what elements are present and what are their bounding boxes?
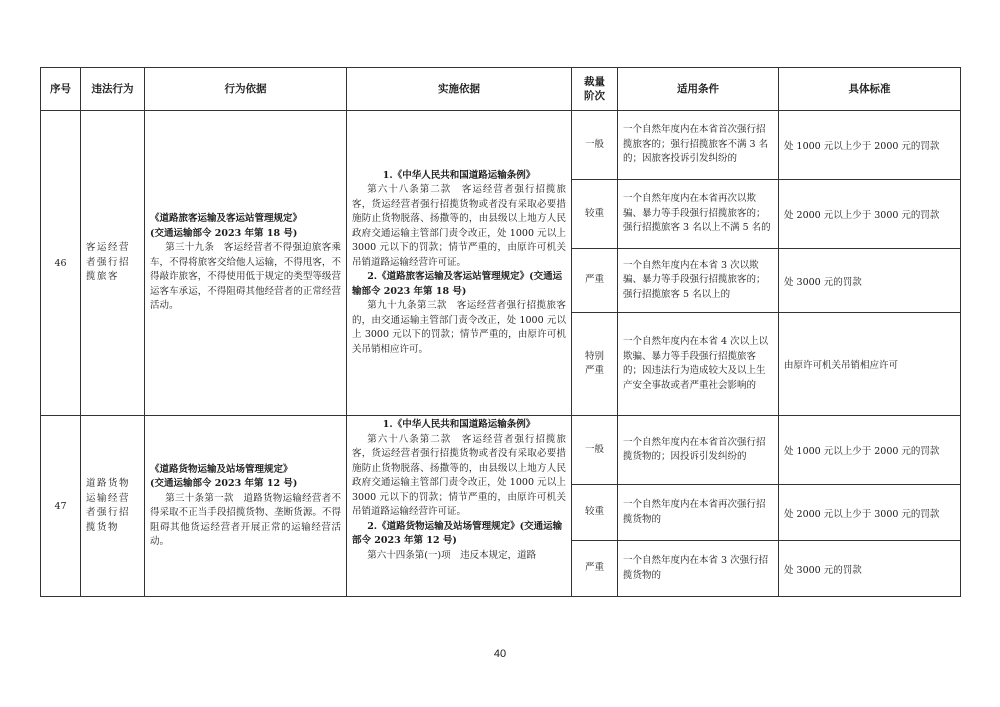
tier-condition: 一个自然年度内在本省再次以欺骗、暴力等手段强行招揽旅客的；强行招揽旅客 3 名以上不满 5 名的 <box>618 180 779 249</box>
tier-condition: 一个自然年度内在本省再次强行招揽货物的 <box>618 485 779 541</box>
header-basis: 行为依据 <box>145 68 347 111</box>
impl1-body: 第六十八条第二款 客运经营者强行招揽旅客，货运经营者强行招揽货物或者没有采取必要措施防止货物脱落、扬撒等的，由县级以上地方人民政府交通运输主管部门责令改正，处 1000 元以上 3000 元以下的罚款；情节严重的，由原许可机关吊销道路运输经营许可证。 <box>352 184 566 268</box>
table-row <box>41 111 961 180</box>
header-standard: 具体标准 <box>779 68 961 111</box>
tier-standard: 处 3000 元的罚款 <box>779 249 961 313</box>
tier-level: 特别 严重 <box>572 313 618 416</box>
row-basis <box>145 416 347 597</box>
impl2-body: 第九十九条第三款 客运经营者强行招揽旅客的，由交通运输主管部门责令改正，处 1000 元以上 3000 元以下的罚款；情节严重的，由原许可机关吊销相应许可。 <box>352 300 566 355</box>
row-seq: 46 <box>41 111 81 416</box>
table-row <box>41 416 961 485</box>
discretion-standard-table <box>40 67 961 597</box>
tier-standard: 处 2000 元以上少于 3000 元的罚款 <box>779 180 961 249</box>
tier-level: 一般 <box>572 111 618 180</box>
basis-body: 第三十条第一款 道路货物运输经营者不得采取不正当手段招揽货物、垄断货源。不得阻碍其他货运经营者开展正常的运输经营活动。 <box>150 492 341 547</box>
tier-level: 较重 <box>572 180 618 249</box>
tier-condition: 一个自然年度内在本省 4 次以上以欺骗、暴力等手段强行招揽旅客的；因违法行为造成较大及以上生产安全事故或者严重社会影响的 <box>618 313 779 416</box>
row-implementation <box>347 416 572 597</box>
tier-standard: 处 3000 元的罚款 <box>779 541 961 597</box>
row-basis <box>145 111 347 416</box>
tier-condition: 一个自然年度内在本省首次强行招揽旅客的；强行招揽旅客不满 3 名的；因旅客投诉引发纠纷的 <box>618 111 779 180</box>
table-header-row <box>41 68 961 111</box>
tier-condition: 一个自然年度内在本省 3 次强行招揽货物的 <box>618 541 779 597</box>
tier-standard: 处 2000 元以上少于 3000 元的罚款 <box>779 485 961 541</box>
row-implementation <box>347 111 572 416</box>
page-number: 40 <box>493 648 507 660</box>
tier-level: 较重 <box>572 485 618 541</box>
row-seq: 47 <box>41 416 81 597</box>
row-violation: 客运经营 者强行招 揽旅客 <box>81 111 145 416</box>
impl1-title: 1.《中华人民共和国道路运输条例》 <box>382 169 536 181</box>
impl2-title: 2.《道路货物运输及站场管理规定》(交通运输部令 2023 年第 12 号) <box>352 520 563 546</box>
basis-title: 《道路货物运输及站场管理规定》 (交通运输部令 2023 年第 12 号) <box>150 463 298 489</box>
impl1-body: 第六十八条第二款 客运经营者强行招揽旅客，货运经营者强行招揽货物或者没有采取必要措施防止货物脱落、扬撒等的，由县级以上地方人民政府交通运输主管部门责令改正，处 1000 元以上 3000 元以下的罚款；情节严重的，由原许可机关吊销道路运输经营许可证。 <box>352 433 566 517</box>
header-discretion-level: 裁量 阶次 <box>572 68 618 111</box>
header-seq: 序号 <box>41 68 81 111</box>
header-implementation: 实施依据 <box>347 68 572 111</box>
row-violation: 道路货物 运输经营 者强行招 揽货物 <box>81 416 145 597</box>
tier-level: 一般 <box>572 416 618 485</box>
impl2-title: 2.《道路旅客运输及客运站管理规定》(交通运输部令 2023 年第 18 号) <box>352 271 563 297</box>
tier-level: 严重 <box>572 249 618 313</box>
tier-level: 严重 <box>572 541 618 597</box>
header-violation: 违法行为 <box>81 68 145 111</box>
tier-condition: 一个自然年度内在本省 3 次以欺骗、暴力等手段强行招揽旅客的；强行招揽旅客 5 名以上的 <box>618 249 779 313</box>
basis-title: 《道路旅客运输及客运站管理规定》 (交通运输部令 2023 年第 18 号) <box>150 213 303 239</box>
tier-standard: 处 1000 元以上少于 2000 元的罚款 <box>779 416 961 485</box>
basis-body: 第三十九条 客运经营者不得强迫旅客乘车，不得将旅客交给他人运输，不得甩客，不得敲诈旅客，不得使用低于规定的类型等级营运客车承运，不得阻碍其他经营者的正常经营活动。 <box>150 242 341 312</box>
tier-standard: 处 1000 元以上少于 2000 元的罚款 <box>779 111 961 180</box>
impl1-title: 1.《中华人民共和国道路运输条例》 <box>382 419 536 430</box>
tier-standard: 由原许可机关吊销相应许可 <box>779 313 961 416</box>
tier-condition: 一个自然年度内在本省首次强行招揽货物的；因投诉引发纠纷的 <box>618 416 779 485</box>
impl2-body: 第六十四条第(一)项 违反本规定，道路 <box>367 549 537 561</box>
header-conditions: 适用条件 <box>618 68 779 111</box>
